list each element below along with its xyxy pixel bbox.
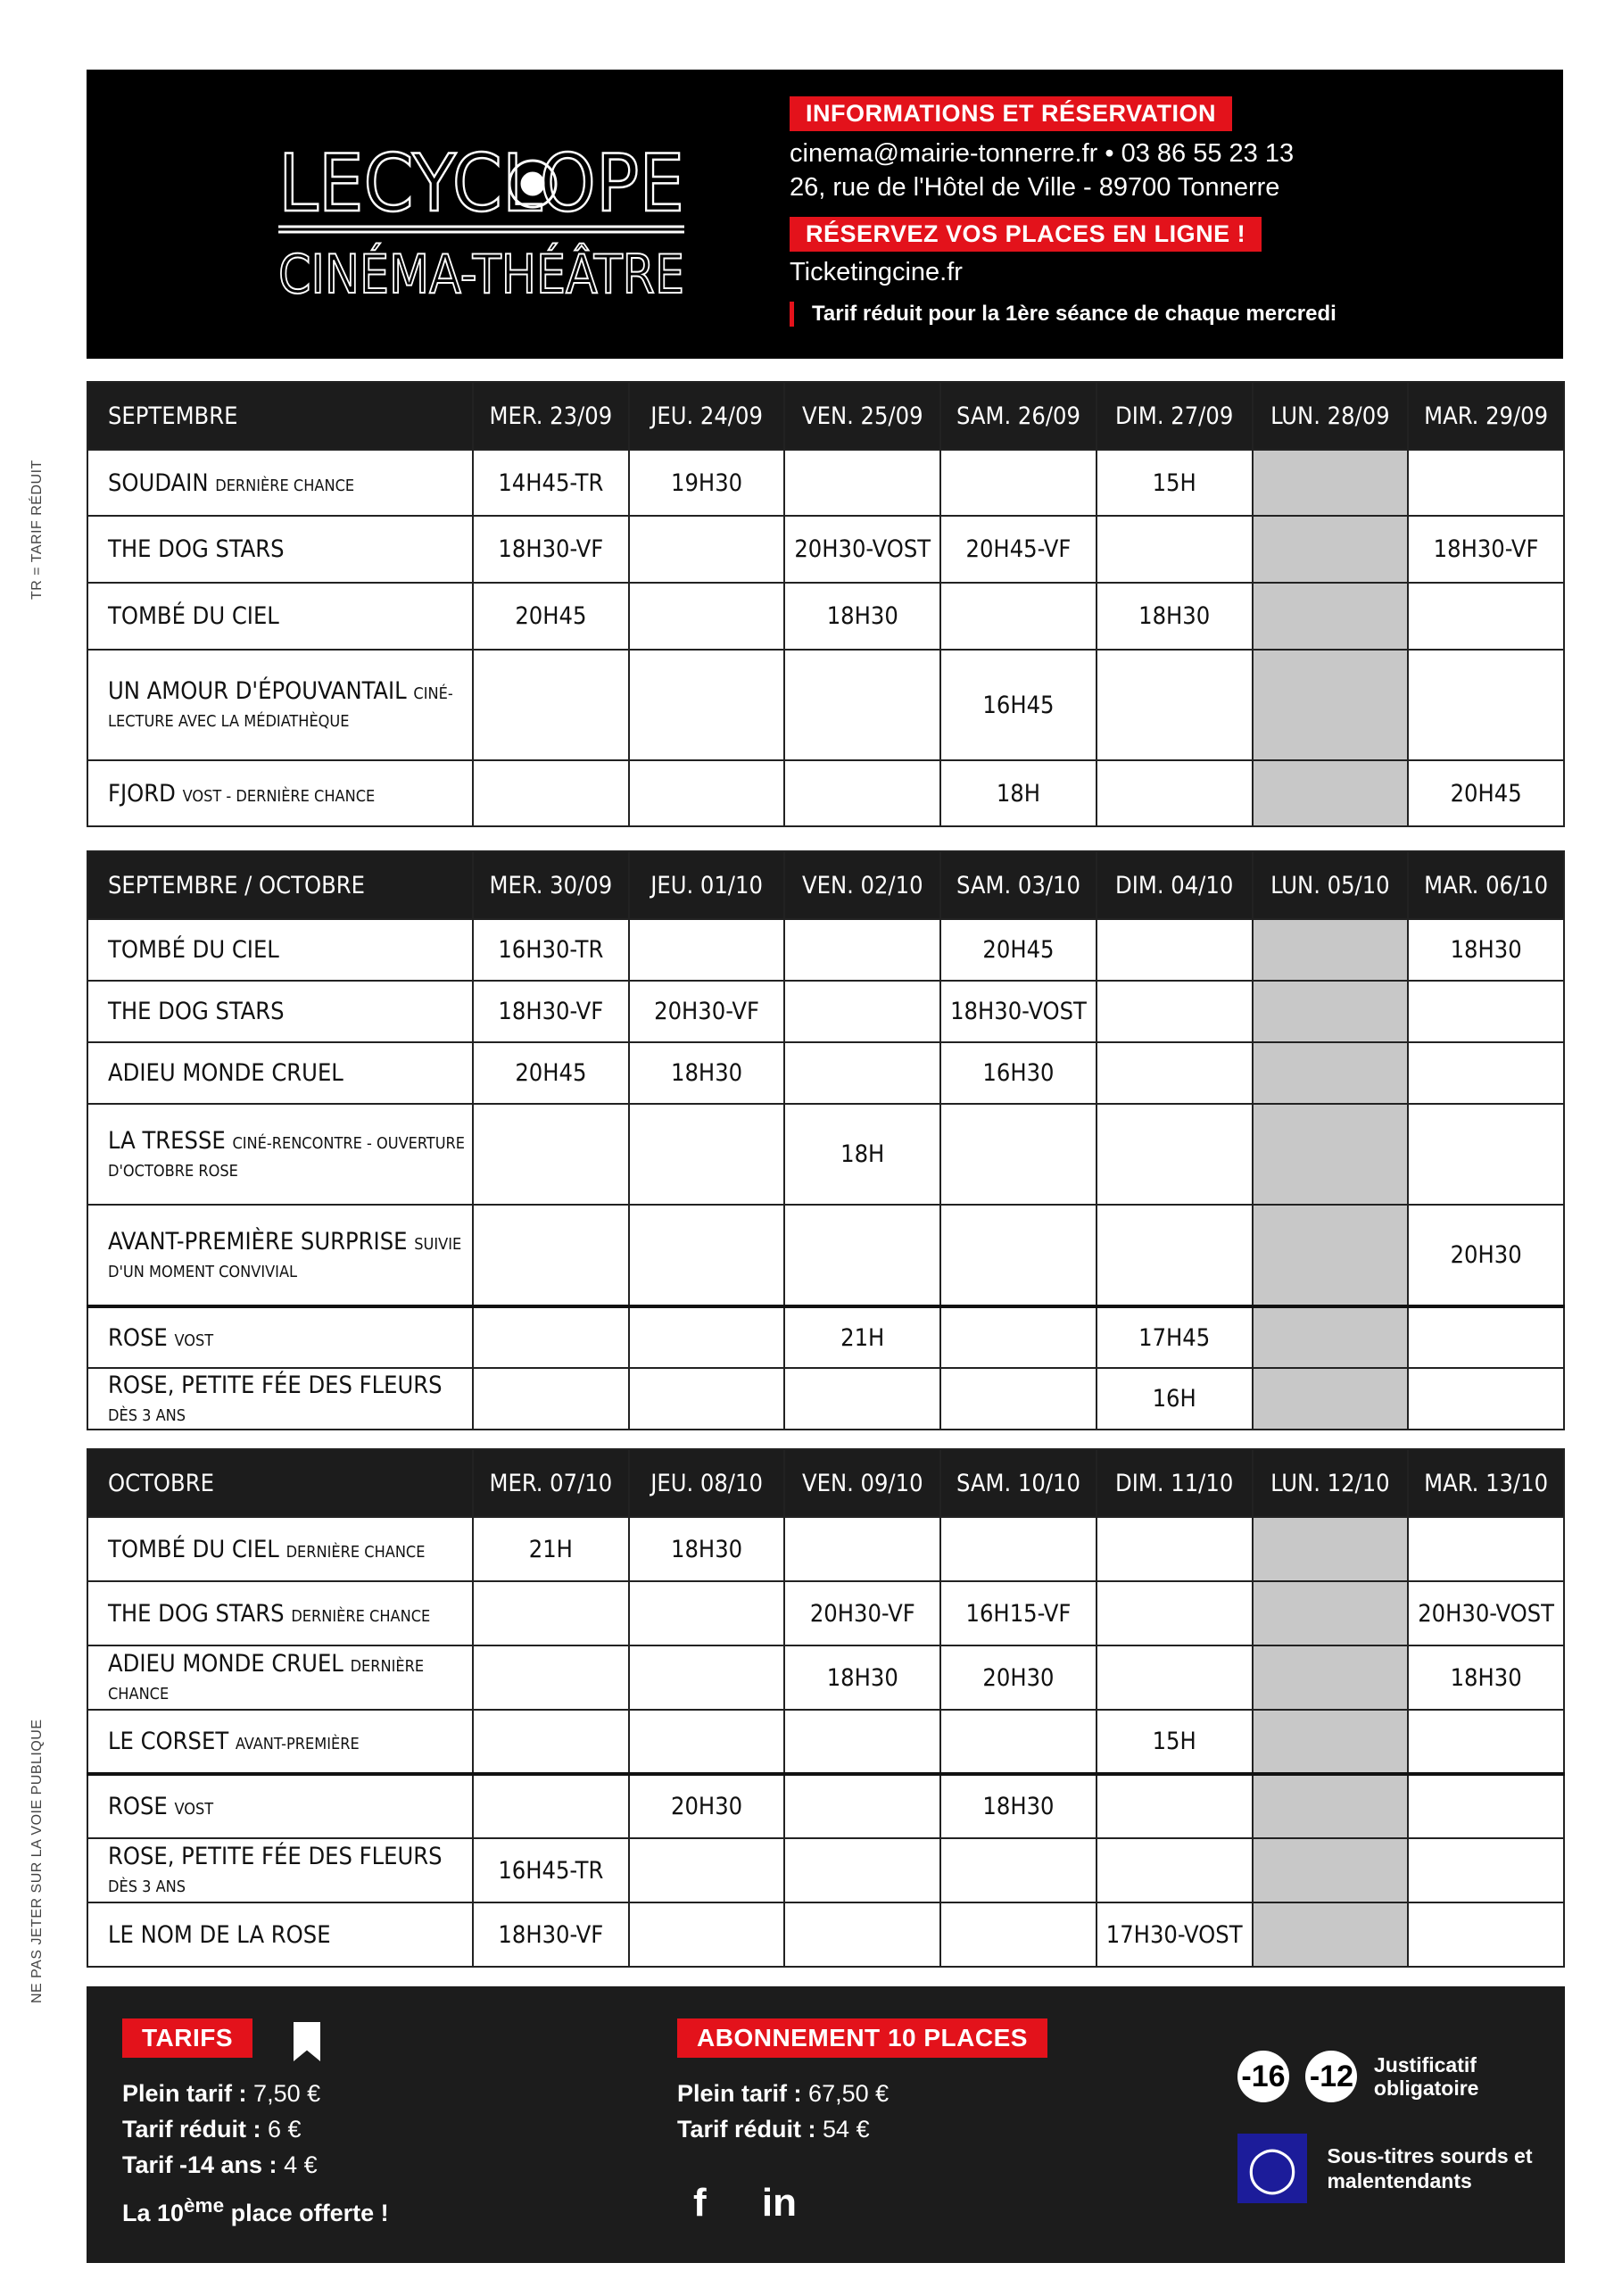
footer-prices (87, 1986, 1565, 2263)
showtime-cell (1097, 1581, 1253, 1645)
price-value: 6 € (268, 2116, 302, 2143)
showtime-cell (1253, 1368, 1409, 1430)
reduced-note: Tarif réduit pour la 1ère séance de chaque mercredi (790, 302, 1539, 327)
showtime-cell: 20H30-VF (629, 981, 785, 1042)
showtime-cell: 16H30 (940, 1042, 1097, 1104)
film-cell (87, 981, 473, 1042)
showtime-cell (1097, 1104, 1253, 1205)
film-cell (87, 1104, 473, 1205)
showtime-cell (1097, 1205, 1253, 1306)
week-title: SEPTEMBRE / OCTOBRE (87, 851, 473, 919)
address-line: 26, rue de l'Hôtel de Ville - 89700 Tonnerre (790, 173, 1280, 202)
day-header: DIM. 27/09 (1097, 382, 1253, 450)
showtime-cell (473, 1645, 629, 1710)
day-header: DIM. 04/10 (1097, 851, 1253, 919)
showtime-cell (1253, 981, 1409, 1042)
age-12-icon: -12 (1305, 2051, 1357, 2102)
showtime-cell (629, 1645, 785, 1710)
showtime-cell (629, 1581, 785, 1645)
film-title: ROSE (108, 1793, 168, 1820)
showtime-cell (629, 650, 785, 760)
showtime-cell (1408, 1517, 1564, 1581)
showtime-cell (1408, 1368, 1564, 1430)
showtime-cell (784, 981, 940, 1042)
offer-text-b: place offerte ! (224, 2200, 389, 2226)
showtime-cell: 18H30 (784, 1645, 940, 1710)
film-cell (87, 1645, 473, 1710)
showtime-cell (473, 1710, 629, 1774)
showtime-cell: 15H (1097, 450, 1253, 516)
showtime-cell (1097, 1838, 1253, 1902)
showtime-cell (1253, 1902, 1409, 1967)
showtime-cell (940, 1710, 1097, 1774)
table-row (87, 919, 1564, 981)
header-banner (87, 70, 1563, 359)
showtime-cell (1253, 1645, 1409, 1710)
day-header: SAM. 10/10 (940, 1449, 1097, 1517)
film-note: AVANT-PREMIÈRE (235, 1735, 360, 1753)
table-header-row (87, 382, 1564, 450)
table-row (87, 1368, 1564, 1430)
film-title: LE CORSET (108, 1728, 229, 1755)
showtime-cell (1253, 1104, 1409, 1205)
showtime-cell (629, 583, 785, 650)
schedule-table-week2 (87, 850, 1565, 1430)
justificatif-text: Justificatif obligatoire (1373, 2053, 1479, 2100)
age-16-icon: -16 (1237, 2051, 1289, 2102)
schedule-table-week1 (87, 381, 1565, 827)
subtitles-text: Sous-titres sourds et malentendants (1327, 2144, 1533, 2192)
showtime-cell (1408, 650, 1564, 760)
showtime-cell (940, 1368, 1097, 1430)
film-note: DERNIÈRE CHANCE (215, 476, 355, 495)
showtime-cell: 18H30-VF (473, 516, 629, 583)
table-row (87, 1205, 1564, 1306)
linkedin-icon[interactable]: in (761, 2181, 797, 2225)
film-cell (87, 1710, 473, 1774)
day-header: VEN. 25/09 (784, 382, 940, 450)
price-value: 4 € (284, 2151, 318, 2178)
showtime-cell: 20H30 (1408, 1205, 1564, 1306)
showtime-cell (784, 1774, 940, 1838)
facebook-icon[interactable]: f (693, 2181, 707, 2225)
showtime-cell: 16H15-VF (940, 1581, 1097, 1645)
logo-line1: LECYCLOPE (278, 137, 684, 229)
film-note: DERNIÈRE CHANCE (291, 1606, 431, 1626)
showtime-cell (629, 1368, 785, 1430)
schedule-table-week3 (87, 1448, 1565, 1968)
day-header: MAR. 29/09 (1408, 382, 1564, 450)
contact-line: cinema@mairie-tonnerre.fr • 03 86 55 23 13 (790, 139, 1295, 168)
showtime-cell (473, 650, 629, 760)
film-cell (87, 919, 473, 981)
table-row (87, 1042, 1564, 1104)
table-row (87, 1902, 1564, 1967)
table-row (87, 1838, 1564, 1902)
film-title: ROSE, PETITE FÉE DES FLEURS (108, 1843, 443, 1870)
film-title: ADIEU MONDE CRUEL (108, 1650, 343, 1678)
logo-graphic (278, 137, 745, 306)
showtime-cell (940, 1306, 1097, 1368)
film-note: DÈS 3 ANS (108, 1877, 186, 1896)
table-row (87, 1581, 1564, 1645)
table-row (87, 1710, 1564, 1774)
day-header: LUN. 28/09 (1253, 382, 1409, 450)
week-title: SEPTEMBRE (87, 382, 473, 450)
film-cell (87, 1581, 473, 1645)
showtime-cell: 16H30-TR (473, 919, 629, 981)
showtime-cell: 20H45-VF (940, 516, 1097, 583)
showtime-cell (784, 1902, 940, 1967)
showtime-cell: 20H45 (473, 583, 629, 650)
table-row (87, 450, 1564, 516)
showtime-cell: 16H (1097, 1368, 1253, 1430)
film-cell (87, 583, 473, 650)
price-label: Tarif réduit : (122, 2116, 261, 2143)
showtime-cell: 18H30 (629, 1042, 785, 1104)
showtime-cell: 21H (473, 1517, 629, 1581)
showtime-cell (1253, 1306, 1409, 1368)
day-header: MER. 30/09 (473, 851, 629, 919)
day-header: SAM. 26/09 (940, 382, 1097, 450)
price-label: Plein tarif : (122, 2080, 247, 2107)
film-title: ROSE, PETITE FÉE DES FLEURS (108, 1371, 443, 1399)
showtime-cell (473, 1581, 629, 1645)
film-title: FJORD (108, 779, 176, 808)
showtime-cell (940, 1902, 1097, 1967)
film-cell (87, 1902, 473, 1967)
showtime-cell: 20H45 (940, 919, 1097, 981)
price-value: 54 € (823, 2116, 870, 2143)
showtime-cell (1097, 650, 1253, 760)
table-row (87, 1517, 1564, 1581)
table-row (87, 981, 1564, 1042)
side-note-voie: NE PAS JETER SUR LA VOIE PUBLIQUE (29, 1719, 45, 2003)
film-title: THE DOG STARS (108, 535, 285, 563)
showtime-cell (784, 1710, 940, 1774)
showtime-cell (473, 1306, 629, 1368)
abonnement-block (677, 2018, 1047, 2147)
film-note: SUIVIE D'UN MOMENT CONVIVIAL (108, 1234, 462, 1281)
showtime-cell (473, 1774, 629, 1838)
table-header-row (87, 1449, 1564, 1517)
showtime-cell: 16H45-TR (473, 1838, 629, 1902)
showtime-cell (629, 1205, 785, 1306)
showtime-cell: 20H30-VOST (784, 516, 940, 583)
logo-line2: CINÉMA-THÉÂTRE (278, 244, 745, 306)
showtime-cell (1253, 450, 1409, 516)
showtime-cell: 18H30 (784, 583, 940, 650)
showtime-cell: 18H (940, 760, 1097, 826)
table-row (87, 650, 1564, 760)
showtime-cell (1408, 1902, 1564, 1967)
showtime-cell: 18H30 (1408, 1645, 1564, 1710)
showtime-cell (1408, 1306, 1564, 1368)
showtime-cell (784, 919, 940, 981)
film-cell (87, 1774, 473, 1838)
showtime-cell: 19H30 (629, 450, 785, 516)
film-cell (87, 760, 473, 826)
showtime-cell (1253, 516, 1409, 583)
offer-sup: ème (184, 2194, 225, 2217)
showtime-cell (629, 1104, 785, 1205)
price-label: Tarif -14 ans : (122, 2151, 277, 2178)
showtime-cell (1408, 583, 1564, 650)
showtime-cell (1097, 1042, 1253, 1104)
showtime-cell (1097, 919, 1253, 981)
day-header: VEN. 02/10 (784, 851, 940, 919)
showtime-cell: 18H30 (940, 1774, 1097, 1838)
showtime-cell: 18H30-VF (1408, 516, 1564, 583)
showtime-cell (1097, 981, 1253, 1042)
showtime-cell (940, 450, 1097, 516)
showtime-cell (629, 1902, 785, 1967)
info-block (790, 96, 1539, 327)
showtime-cell (629, 1306, 785, 1368)
film-cell (87, 516, 473, 583)
social-links (693, 2181, 841, 2226)
showtime-cell (1097, 516, 1253, 583)
film-title: THE DOG STARS (108, 998, 285, 1025)
showtime-cell (1408, 1838, 1564, 1902)
showtime-cell (629, 919, 785, 981)
tarifs-block (122, 2018, 389, 2231)
showtime-cell: 18H30 (1097, 583, 1253, 650)
table-row (87, 583, 1564, 650)
film-note: DERNIÈRE CHANCE (108, 1657, 425, 1703)
tarifs-list (122, 2076, 389, 2231)
showtime-cell: 15H (1097, 1710, 1253, 1774)
film-title: TOMBÉ DU CIEL (108, 1535, 279, 1563)
showtime-cell (1408, 1774, 1564, 1838)
showtime-cell: 20H30-VF (784, 1581, 940, 1645)
showtime-cell (1097, 760, 1253, 826)
showtime-cell: 18H30 (1408, 919, 1564, 981)
day-header: JEU. 08/10 (629, 1449, 785, 1517)
showtime-cell: 16H45 (940, 650, 1097, 760)
showtime-cell (1408, 1042, 1564, 1104)
showtime-cell: 20H30-VOST (1408, 1581, 1564, 1645)
table-row (87, 760, 1564, 826)
film-title: ADIEU MONDE CRUEL (108, 1059, 343, 1087)
showtime-cell: 20H45 (1408, 760, 1564, 826)
day-header: JEU. 01/10 (629, 851, 785, 919)
film-note: VOST (174, 1330, 214, 1350)
showtime-cell (1253, 1517, 1409, 1581)
price-label: Tarif réduit : (677, 2116, 816, 2143)
showtime-cell (1253, 1710, 1409, 1774)
showtime-cell (940, 1205, 1097, 1306)
film-note: VOST - DERNIÈRE CHANCE (182, 786, 376, 806)
table-row (87, 1306, 1564, 1368)
showtime-cell (784, 1368, 940, 1430)
day-header: MAR. 06/10 (1408, 851, 1564, 919)
subtitles-info (1237, 2134, 1541, 2203)
cinema-logo (278, 137, 745, 306)
showtime-cell: 21H (784, 1306, 940, 1368)
film-title: THE DOG STARS (108, 1599, 285, 1628)
showtime-cell (473, 760, 629, 826)
showtime-cell (1097, 1517, 1253, 1581)
showtime-cell (1253, 760, 1409, 826)
showtime-cell (1408, 1710, 1564, 1774)
showtime-cell (1253, 1838, 1409, 1902)
price-value: 67,50 € (808, 2080, 890, 2107)
price-value: 7,50 € (253, 2080, 321, 2107)
info-label: INFORMATIONS ET RÉSERVATION (790, 96, 1232, 131)
film-cell (87, 1838, 473, 1902)
showtime-cell (1097, 1645, 1253, 1710)
film-title: TOMBÉ DU CIEL (108, 936, 279, 964)
showtime-cell (940, 1104, 1097, 1205)
showtime-cell (629, 760, 785, 826)
showtime-cell (1253, 1581, 1409, 1645)
side-note-tr: TR = TARIF RÉDUIT (29, 460, 45, 600)
showtime-cell (784, 450, 940, 516)
film-cell (87, 650, 473, 760)
showtime-cell (784, 1205, 940, 1306)
abonnement-list (677, 2076, 1047, 2147)
day-header: MER. 23/09 (473, 382, 629, 450)
age-restrictions (1237, 2051, 1517, 2102)
film-cell (87, 1042, 473, 1104)
day-header: MER. 07/10 (473, 1449, 629, 1517)
showtime-cell (629, 1838, 785, 1902)
showtime-cell (1253, 650, 1409, 760)
table-header-row (87, 851, 1564, 919)
tarifs-label: TARIFS (122, 2018, 252, 2058)
film-cell (87, 1205, 473, 1306)
day-header: LUN. 12/10 (1253, 1449, 1409, 1517)
film-cell (87, 450, 473, 516)
showtime-cell (1408, 981, 1564, 1042)
table-row (87, 1774, 1564, 1838)
showtime-cell (940, 583, 1097, 650)
day-header: LUN. 05/10 (1253, 851, 1409, 919)
offer-text-a: La 10 (122, 2200, 185, 2226)
showtime-cell (1253, 919, 1409, 981)
showtime-cell (784, 1838, 940, 1902)
showtime-cell (1253, 583, 1409, 650)
showtime-cell: 18H30-VOST (940, 981, 1097, 1042)
day-header: DIM. 11/10 (1097, 1449, 1253, 1517)
showtime-cell (473, 1368, 629, 1430)
showtime-cell (1408, 1104, 1564, 1205)
table-row (87, 1645, 1564, 1710)
price-label: Plein tarif : (677, 2080, 802, 2107)
film-cell (87, 1368, 473, 1430)
showtime-cell (473, 1205, 629, 1306)
showtime-cell (1097, 1774, 1253, 1838)
showtime-cell: 20H45 (473, 1042, 629, 1104)
online-label: RÉSERVEZ VOS PLACES EN LIGNE ! (790, 217, 1262, 252)
showtime-cell: 14H45-TR (473, 450, 629, 516)
film-title: TOMBÉ DU CIEL (108, 602, 279, 630)
showtime-cell (784, 760, 940, 826)
showtime-cell (1253, 1774, 1409, 1838)
film-title: LA TRESSE (108, 1126, 226, 1155)
day-header: MAR. 13/10 (1408, 1449, 1564, 1517)
showtime-cell: 17H30-VOST (1097, 1902, 1253, 1967)
showtime-cell (629, 1710, 785, 1774)
showtime-cell: 17H45 (1097, 1306, 1253, 1368)
showtime-cell (784, 1517, 940, 1581)
showtime-cell (1408, 450, 1564, 516)
showtime-cell (629, 516, 785, 583)
film-cell (87, 1517, 473, 1581)
film-title: SOUDAIN (108, 468, 209, 497)
showtime-cell (1253, 1205, 1409, 1306)
showtime-cell (940, 1838, 1097, 1902)
showtime-cell (473, 1104, 629, 1205)
showtime-cell: 20H30 (629, 1774, 785, 1838)
abonnement-label: ABONNEMENT 10 PLACES (677, 2018, 1047, 2058)
showtime-cell (1253, 1042, 1409, 1104)
table-row (87, 1104, 1564, 1205)
film-cell (87, 1306, 473, 1368)
online-site-link[interactable]: Ticketingcine.fr (790, 258, 963, 286)
film-title: UN AMOUR D'ÉPOUVANTAIL (108, 677, 407, 705)
showtime-cell: 18H30-VF (473, 981, 629, 1042)
film-title: AVANT-PREMIÈRE SURPRISE (108, 1227, 408, 1256)
day-header: JEU. 24/09 (629, 382, 785, 450)
film-note: CINÉ-RENCONTRE - OUVERTURE D'OCTOBRE ROSE (108, 1133, 466, 1181)
week-title: OCTOBRE (87, 1449, 473, 1517)
film-note: DERNIÈRE CHANCE (286, 1542, 426, 1562)
showtime-cell: 18H30 (629, 1517, 785, 1581)
showtime-cell: 18H30-VF (473, 1902, 629, 1967)
day-header: SAM. 03/10 (940, 851, 1097, 919)
film-note: CINÉ-LECTURE AVEC LA MÉDIATHÈQUE (108, 684, 453, 731)
showtime-cell (784, 1042, 940, 1104)
film-title: LE NOM DE LA ROSE (108, 1920, 331, 1949)
showtime-cell (784, 650, 940, 760)
film-note: VOST (174, 1800, 214, 1819)
film-title: ROSE (108, 1323, 168, 1352)
showtime-cell: 20H30 (940, 1645, 1097, 1710)
table-row (87, 516, 1564, 583)
film-note: DÈS 3 ANS (108, 1405, 186, 1425)
hearing-impaired-icon: ◯ (1237, 2134, 1307, 2203)
day-header: VEN. 09/10 (784, 1449, 940, 1517)
bookmark-icon (294, 2022, 320, 2061)
showtime-cell: 18H (784, 1104, 940, 1205)
showtime-cell (940, 1517, 1097, 1581)
